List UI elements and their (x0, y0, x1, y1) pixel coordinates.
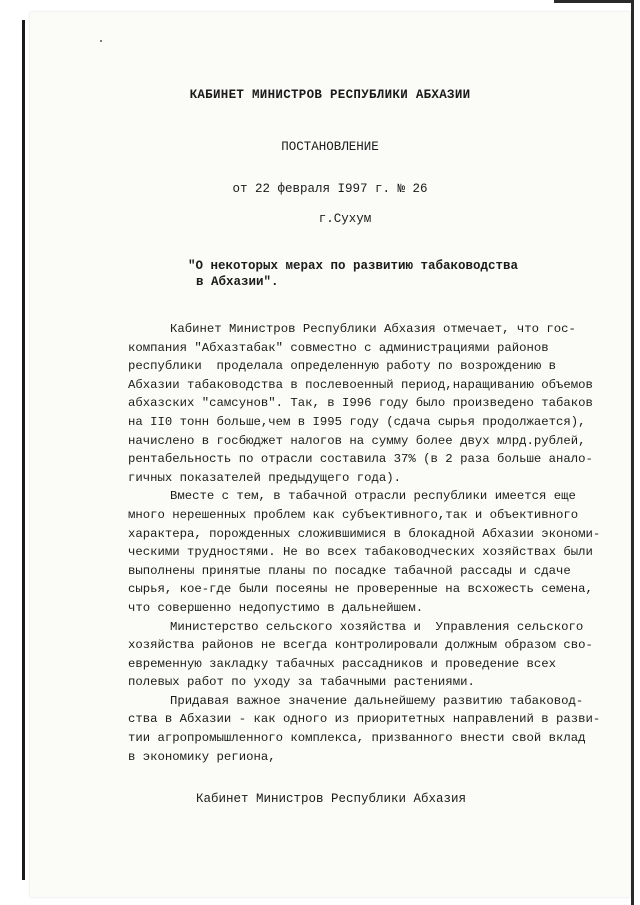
document-page (30, 12, 630, 897)
body-line: гичных показателей предыдущего года). (128, 470, 402, 485)
scan-speck (100, 40, 102, 42)
body-line: хозяйства районов не всегда контролировали должным образом сво- (128, 638, 593, 653)
subject-line: "О некоторых мерах по развитию табаководства (188, 259, 519, 273)
body-line: Министерство сельского хозяйства и Управления сельского (170, 619, 584, 634)
body-line: полевых работ по уходу за табачными растениями. (128, 675, 475, 690)
scan-edge-top (554, 0, 634, 3)
body-line: Кабинет Министров Республики Абхазия отмечает, что гос- (170, 322, 576, 336)
subject-line: в Абхазии". (196, 275, 279, 289)
document-type: ПОСТАНОВЛЕНИЕ (281, 140, 379, 154)
body-line: начислено в госбюджет налогов на сумму более двух млрд.рублей, (128, 433, 586, 448)
body-line: тии агропромышленного комплекса, призванного внести свой вклад (128, 731, 586, 746)
body-line: ческими трудностями. Не во всех табаководческих хозяйствах были (128, 545, 593, 560)
body-line: выполнены принятые планы по посадке табачной рассады и сдаче (128, 563, 571, 578)
body-line: республики проделала определенную работу по возрождению в (128, 359, 557, 374)
body-line: компания "Абхазтабак" совместно с администрациями районов (128, 340, 549, 355)
signature: Кабинет Министров Республики Абхазия (196, 792, 467, 806)
body-line: евременную закладку табачных рассадников и проведение всех (128, 656, 557, 671)
header-title: КАБИНЕТ МИНИСТРОВ РЕСПУБЛИКИ АБХАЗИИ (189, 88, 471, 102)
subject (188, 258, 518, 290)
body-line: абхазских "самсунов". Так, в I996 году было произведено табаков (128, 396, 593, 411)
body-line: в экономику региона, (128, 749, 276, 764)
body-line: сырья, кое-где были посеяны не проверенные на всхожесть семена, (128, 582, 593, 597)
body-line: Вместе с тем, в табачной отрасли республики имеется еще (170, 489, 576, 504)
scan-edge-right (631, 0, 634, 905)
body-line: ства в Абхазии - как одного из приоритетных направлений в разви- (128, 712, 601, 727)
body-line: рентабельность по отрасли составила 37% (в 2 раза больше анало- (128, 452, 593, 467)
body-line: много нерешенных проблем как субъективного,так и объективного (128, 507, 579, 522)
city: г.Сухум (318, 212, 372, 226)
body-text (128, 320, 600, 766)
body-line: характера, порожденных сложившимися в блокадной Абхазии экономи- (128, 526, 601, 541)
body-line: на II0 тонн больше,чем в I995 году (сдача сырья продолжается), (128, 414, 586, 429)
body-line: Абхазии табаководства в послевоенный период,наращиванию объемов (128, 377, 593, 392)
body-line: что совершенно недопустимо в дальнейшем. (128, 600, 424, 615)
scan-edge-left (22, 20, 25, 880)
date-and-number: от 22 февраля I997 г. № 26 (232, 182, 428, 196)
body-line: Придавая важное значение дальнейшему развитию табаковод- (170, 693, 584, 708)
